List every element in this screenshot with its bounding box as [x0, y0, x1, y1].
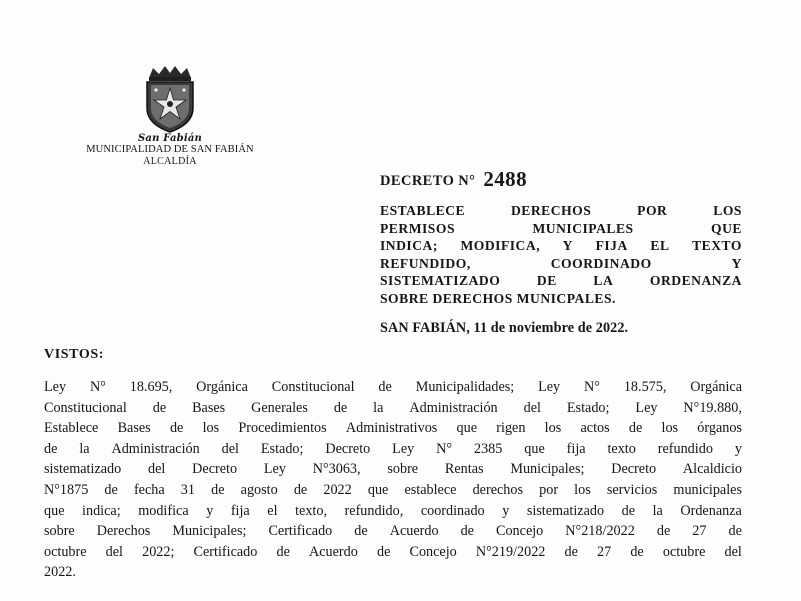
word: que	[456, 420, 478, 437]
word: DE	[536, 273, 557, 289]
vistos-line	[44, 501, 742, 522]
word: MUNICIPALES	[532, 220, 634, 236]
word: los	[544, 420, 562, 437]
word: Administrativos	[345, 420, 438, 437]
word: Constitucional	[271, 379, 355, 395]
subject-line	[380, 220, 742, 238]
word: coordinado	[420, 502, 485, 519]
decree-title	[380, 166, 527, 191]
word: Derechos	[96, 523, 151, 540]
word: Procedimientos	[238, 420, 327, 437]
word: PERMISOS	[380, 220, 456, 236]
word: fecha	[133, 481, 165, 498]
word: que	[44, 502, 65, 519]
word: 18.695,	[129, 379, 173, 395]
word: octubre	[662, 543, 706, 560]
word: de	[630, 543, 644, 560]
word: N°	[436, 440, 453, 457]
word: y	[206, 502, 214, 519]
word: de	[293, 481, 308, 498]
word: Rentas	[444, 461, 484, 478]
word: rigen	[496, 420, 526, 437]
word: ESTABLECE	[380, 203, 466, 218]
word: de	[378, 379, 392, 395]
word: del	[105, 543, 123, 560]
word: Decreto	[325, 440, 371, 457]
word: de	[211, 481, 225, 498]
word: Ley	[392, 440, 415, 457]
word: QUE	[711, 220, 742, 236]
word: Acuerdo	[309, 543, 358, 560]
word: modifica	[138, 502, 189, 519]
vistos-line	[44, 542, 742, 563]
word: por	[539, 481, 559, 498]
word: DERECHOS	[510, 203, 592, 218]
subject-line	[380, 255, 742, 273]
word: que	[524, 440, 545, 457]
municipal-crest-icon	[139, 64, 201, 134]
word: de	[44, 440, 58, 457]
word: la	[373, 399, 384, 416]
word: establece	[404, 481, 457, 498]
word: N°	[89, 379, 106, 395]
word: Administración	[111, 440, 200, 457]
subject-line	[380, 290, 742, 308]
word: texto,	[295, 502, 327, 519]
word: LOS	[713, 203, 742, 218]
word: Estado;	[260, 440, 304, 457]
vistos-line	[44, 418, 742, 439]
word: 2385	[473, 440, 503, 457]
subject-line	[380, 202, 742, 220]
word: Ley	[44, 379, 67, 395]
word: la	[79, 440, 90, 457]
word: N°	[584, 379, 600, 395]
word: los	[202, 420, 220, 437]
word: órganos	[697, 420, 742, 437]
word: LA	[593, 273, 614, 289]
word: refundido,	[344, 502, 404, 519]
word: Y	[562, 238, 573, 254]
decree-subject	[380, 202, 742, 308]
word: de	[376, 543, 391, 560]
word: Bases	[192, 399, 226, 416]
word: Y	[731, 255, 742, 271]
word: Municipales;	[172, 523, 247, 540]
word: Constitucional	[44, 399, 127, 416]
word: Bases	[117, 420, 151, 437]
word: los	[661, 420, 679, 437]
word: del	[148, 461, 166, 478]
word: ORDENANZA	[649, 273, 742, 289]
word: de	[728, 523, 742, 540]
word: N°219/2022	[475, 543, 546, 560]
logo-script-text: San Fabián	[137, 133, 203, 144]
word: EL	[650, 238, 670, 254]
word: y	[502, 502, 510, 519]
word: de	[656, 523, 671, 540]
word: 2022;	[142, 543, 175, 560]
word: los	[574, 481, 591, 498]
word: Establece	[44, 420, 99, 437]
decree-number: 2488	[483, 167, 527, 191]
vistos-line	[44, 377, 742, 398]
word: de	[564, 543, 578, 560]
word: de	[169, 420, 184, 437]
word: MODIFICA,	[460, 238, 541, 254]
word: 2022.	[44, 564, 76, 581]
word: Generales	[251, 399, 308, 416]
word: la	[652, 502, 663, 519]
word: servicios	[606, 481, 658, 498]
word: Administración	[409, 399, 498, 416]
word: de	[354, 523, 368, 540]
word: de	[333, 399, 348, 416]
word: el	[267, 502, 278, 519]
subject-line	[380, 237, 742, 255]
word: sistematizado	[526, 502, 605, 519]
vistos-paragraph	[44, 377, 742, 583]
word: sobre	[387, 461, 419, 478]
word: SOBRE DERECHOS MUNICPALES.	[380, 290, 616, 306]
word: Municipalidades;	[415, 379, 515, 395]
word: del	[221, 440, 239, 457]
word: de	[104, 481, 118, 498]
word: municipales	[673, 481, 742, 498]
vistos-line	[44, 521, 742, 542]
word: POR	[637, 203, 668, 218]
word: que	[367, 481, 389, 498]
word: N°218/2022	[565, 523, 635, 540]
word: COORDINADO	[550, 255, 652, 271]
word: N°1875	[44, 481, 89, 498]
word: Decreto	[192, 461, 238, 478]
vistos-line	[44, 562, 742, 583]
word: SISTEMATIZADO	[380, 273, 501, 289]
word: de	[276, 543, 290, 560]
word: de	[621, 502, 636, 519]
word: Concejo	[496, 523, 544, 540]
word: de	[460, 523, 474, 540]
word: Ley	[538, 379, 561, 395]
word: del	[523, 399, 541, 416]
word: TEXTO	[692, 238, 742, 254]
word: derechos	[472, 481, 523, 498]
word: octubre	[44, 543, 87, 560]
vistos-line	[44, 439, 742, 460]
word: N°3063,	[312, 461, 361, 478]
word: de	[628, 420, 643, 437]
word: Concejo	[409, 543, 457, 560]
word: del	[724, 543, 742, 560]
word: 27	[692, 523, 707, 540]
word: actos	[580, 420, 610, 437]
vistos-line	[44, 480, 742, 501]
word: sistematizado	[44, 461, 122, 478]
word: REFUNDIDO,	[380, 255, 471, 271]
word: sobre	[44, 523, 75, 540]
office-name: ALCALDÍA	[143, 156, 197, 167]
word: 31	[180, 481, 195, 498]
decree-label: DECRETO N°	[380, 173, 476, 189]
word: Certificado	[193, 543, 258, 560]
municipal-header	[60, 64, 280, 167]
word: Ordenanza	[680, 502, 742, 519]
word: de	[152, 399, 167, 416]
word: Estado;	[566, 399, 610, 416]
word: INDICA;	[380, 238, 438, 254]
word: Ley	[263, 461, 286, 478]
word: Alcaldicio	[682, 461, 742, 478]
word: texto	[607, 440, 636, 457]
word: 27	[597, 543, 612, 560]
word: Municipales;	[510, 461, 585, 478]
word: refundido	[657, 440, 713, 457]
vistos-line	[44, 459, 742, 480]
word: Certificado	[268, 523, 333, 540]
place-and-date: SAN FABIÁN, 11 de noviembre de 2022.	[380, 320, 629, 336]
word: Orgánica	[196, 379, 248, 395]
word: fija	[230, 502, 250, 519]
vistos-heading: VISTOS:	[44, 347, 104, 362]
word: N°19.880,	[683, 399, 742, 416]
vistos-line	[44, 398, 742, 419]
word: 2022	[323, 481, 352, 498]
word: Orgánica	[690, 379, 742, 395]
word: Decreto	[611, 461, 657, 478]
word: 18.575,	[623, 379, 667, 395]
subject-line	[380, 272, 742, 290]
word: FIJA	[595, 238, 628, 254]
word: indica;	[82, 502, 121, 519]
word: y	[734, 440, 742, 457]
word: Ley	[635, 399, 658, 416]
word: fija	[566, 440, 586, 457]
word: agosto	[240, 481, 278, 498]
word: Acuerdo	[389, 523, 439, 540]
municipality-name: MUNICIPALIDAD DE SAN FABIÁN	[86, 144, 254, 155]
